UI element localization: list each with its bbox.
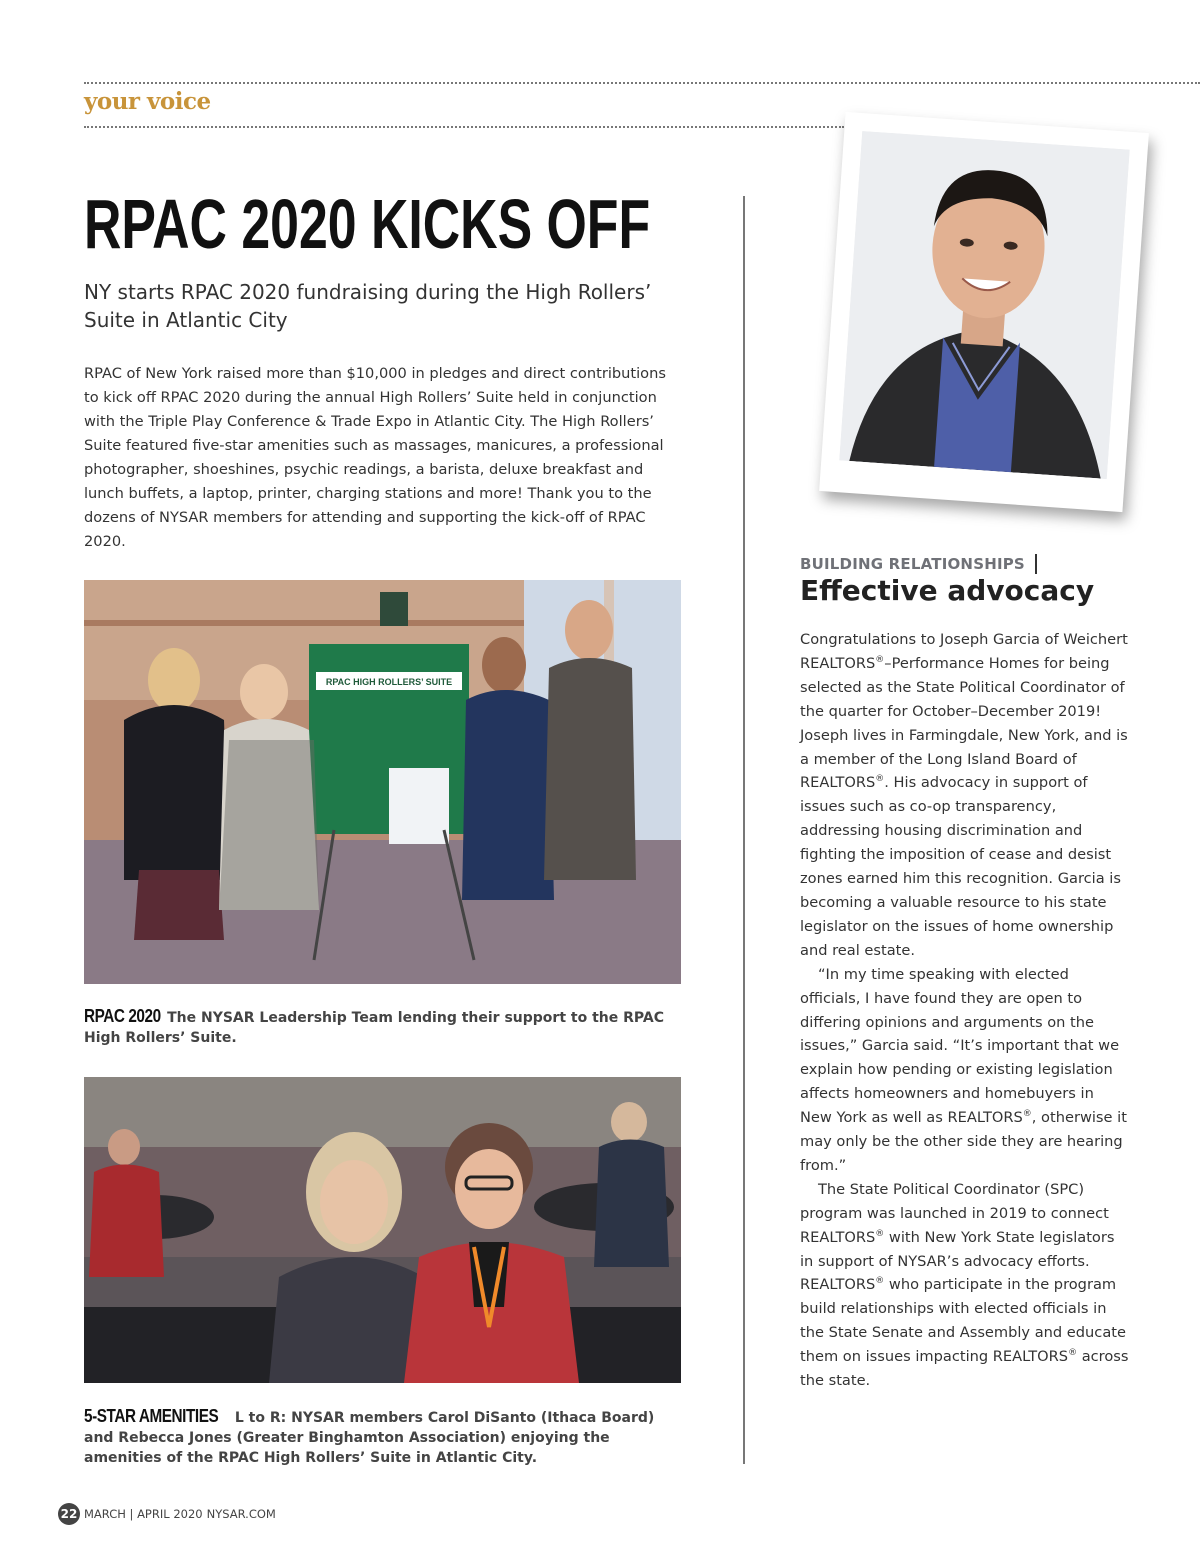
sign-title: RPAC HIGH ROLLERS’ SUITE: [325, 677, 453, 687]
sidebar-kicker: BUILDING RELATIONSHIPS: [800, 554, 1037, 574]
sidebar-paragraph-1: Congratulations to Joseph Garcia of Weichert REALTORS®–Performance Homes for being selected as the State Political Coordinator of the quarter for October–December 2019! Joseph lives in Farmingdale, New York, and is a member of the Long Island Board of REALTORS®. His advocacy in support of issues such as co-op transparency, addressing housing discrimination and fighting the imposition of cease and desist zones earned him this recognition. Garcia is becoming a valuable resource to his state legislator on the issues of home ownership and real estate.: [800, 631, 1128, 959]
caption-photo-1: [84, 1006, 684, 1048]
caption-photo-2: [84, 1406, 684, 1468]
article-subhead: NY starts RPAC 2020 fundraising during the High Rollers’ Suite in Atlantic City: [84, 280, 652, 332]
site-url: NYSAR.COM: [206, 1507, 276, 1521]
caption-label: RPAC 2020: [84, 1006, 161, 1026]
issue-date: MARCH | APRIL 2020: [84, 1507, 203, 1521]
top-dotted-rule: [84, 82, 1200, 84]
caption-label: 5-STAR AMENITIES: [84, 1406, 219, 1426]
sidebar-paragraph-2: “In my time speaking with elected officials, I have found they are open to differing opinions and arguments on the issues,” Garcia said. “It’s important that we explain how pending or existing legislation affects homeowners and homebuyers in New York as well as REALTORS®, otherwise it may only be the other side they are hearing from.”: [800, 965, 1127, 1174]
column-divider: [743, 196, 745, 1464]
page-number: 22: [58, 1503, 80, 1525]
section-label: your voice: [84, 88, 211, 115]
photo-leadership-team: [84, 580, 681, 984]
sidebar-title: Effective advocacy: [800, 574, 1095, 607]
bottom-dotted-rule: [84, 126, 844, 128]
portrait-joseph-garcia: [819, 112, 1149, 512]
page-footer: [58, 1502, 276, 1526]
photo-five-star-amenities: [84, 1077, 681, 1383]
caption-text: L to R: NYSAR members Carol DiSanto (Ithaca Board) and Rebecca Jones (Greater Binghamton Association) enjoying the amenities of the RPAC High Rollers’ Suite in Atlantic City.: [84, 1410, 655, 1466]
page-title: RPAC 2020 KICKS OFF: [84, 185, 651, 263]
sidebar-body: [800, 628, 1130, 1393]
caption-text: The NYSAR Leadership Team lending their support to the RPAC High Rollers’ Suite.: [84, 1010, 664, 1046]
article-body: RPAC of New York raised more than $10,000 in pledges and direct contributions to kick off RPAC 2020 during the annual High Rollers’ Suite held in conjunction with the Triple Play Conference & Trade Expo in Atlantic City. The High Rollers’ Suite featured five-star amenities such as massages, manicures, a professional photographer, shoeshines, psychic readings, a barista, deluxe breakfast and lunch buffets, a laptop, printer, charging stations and more! Thank you to the dozens of NYSAR members for attending and supporting the kick-off of RPAC 2020.: [84, 365, 666, 550]
sidebar-paragraph-3: The State Political Coordinator (SPC) program was launched in 2019 to connect REALTORS® with New York State legislators in support of NYSAR’s advocacy efforts. REALTORS® who participate in the program build relationships with elected officials in the State Senate and Assembly and educate them on issues impacting REALTORS® across the state.: [800, 1180, 1129, 1390]
